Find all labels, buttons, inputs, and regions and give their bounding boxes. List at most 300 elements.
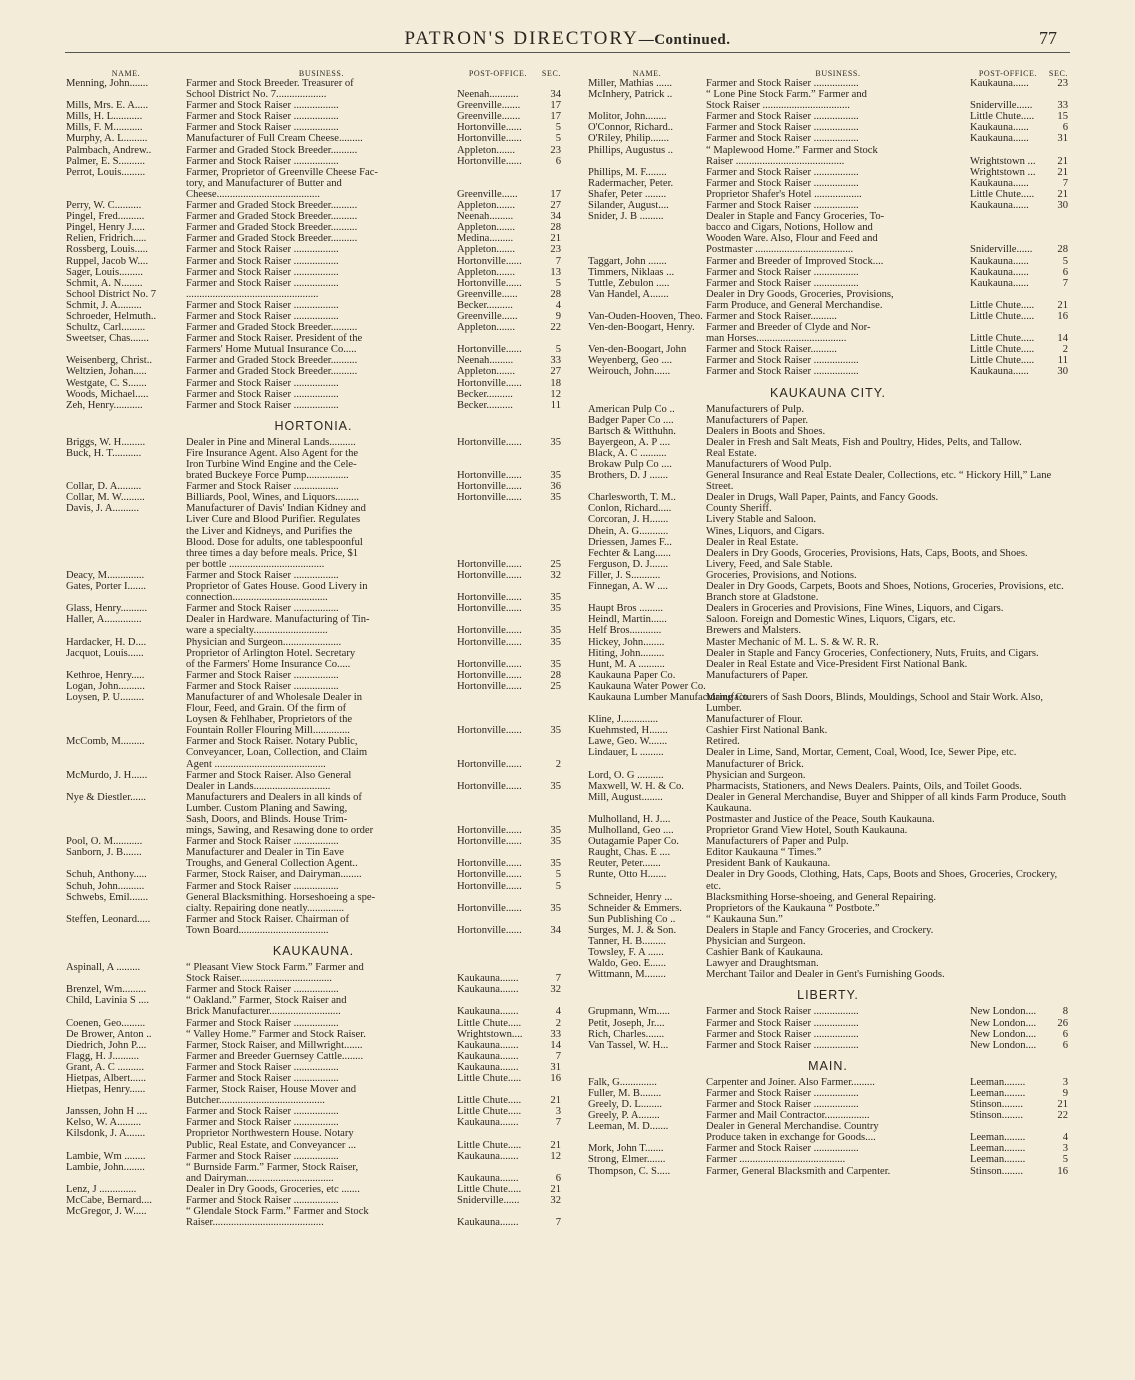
entry-section	[1046, 233, 1068, 244]
entry-business: Dealers in Groceries and Provisions, Fine Wines, Liquors, and Cigars.	[706, 603, 1004, 615]
entry-name	[66, 1006, 186, 1017]
entry-business: Farmer and Stock Raiser .................	[186, 1106, 339, 1118]
directory-entry	[588, 947, 1068, 958]
entry-post-office	[457, 692, 539, 703]
entry-section	[539, 714, 561, 725]
directory-entry	[588, 1006, 1068, 1017]
entry-post-office: Little Chute.....	[970, 355, 1035, 367]
directory-entry	[588, 914, 1068, 925]
directory-entry	[66, 481, 561, 492]
entry-section: 5	[1062, 255, 1068, 267]
directory-entry	[66, 581, 561, 592]
entry-name: Collar, M. W.........	[66, 492, 145, 504]
directory-entry	[588, 1077, 1068, 1088]
entry-section	[539, 614, 561, 625]
directory-entry	[588, 156, 1068, 167]
entry-business: Farmers' Home Mutual Insurance Co.....	[186, 344, 357, 356]
page-title: PATRON'S DIRECTORY—Continued.	[404, 28, 731, 49]
directory-entry	[66, 311, 561, 322]
entry-post-office: Little Chute.....	[970, 344, 1035, 356]
entry-name: Outagamie Paper Co.	[588, 836, 679, 848]
entry-name: Collar, D. A.........	[66, 481, 142, 493]
entry-section: 8	[1062, 1006, 1068, 1018]
entry-post-office: Hortonville......	[457, 277, 522, 289]
entry-business: Blood. Dose for adults, one tablespoonful	[186, 536, 363, 548]
entry-business: Conveyancer, Loan, Collection, and Claim	[186, 747, 368, 759]
entry-name	[66, 858, 186, 869]
directory-entry	[588, 1018, 1068, 1029]
entry-business: Farmer and Stock Raiser .................	[706, 1098, 859, 1110]
entry-name: Schneider & Emmers.	[588, 902, 682, 914]
entry-section	[539, 1128, 561, 1139]
entry-name	[66, 344, 186, 355]
entry-name	[66, 714, 186, 725]
entry-name: Fechter & Lang......	[588, 547, 671, 559]
directory-entry	[66, 111, 561, 122]
directory-entry	[66, 736, 561, 747]
entry-business: man Horses..................................	[706, 333, 847, 345]
entry-section: 34	[550, 89, 561, 101]
directory-entry	[66, 211, 561, 222]
entry-post-office: Kaukauna......	[970, 78, 1029, 89]
entry-post-office: Kaukauna......	[970, 255, 1029, 267]
entry-name: Petit, Joseph, Jr....	[588, 1017, 665, 1029]
entry-section	[539, 747, 561, 758]
section-title: KAUKAUNA.	[272, 944, 355, 959]
directory-entry	[588, 537, 1068, 548]
entry-name: Falk, G..............	[588, 1076, 657, 1088]
directory-entry	[588, 122, 1068, 133]
section-title-kaukauna-city: KAUKAUNA CITY.	[770, 385, 886, 400]
directory-entry	[588, 725, 1068, 736]
entry-business: Proprietor Grand View Hotel, South Kaukauna.	[706, 825, 908, 837]
entry-post-office: Hortonville......	[457, 470, 522, 482]
entry-post-office	[457, 548, 539, 559]
entry-post-office	[970, 222, 1046, 233]
entry-post-office	[457, 1162, 539, 1173]
entry-post-office: Stinson........	[970, 1165, 1023, 1177]
entry-name: Steffen, Leonard.....	[66, 913, 151, 925]
entry-post-office: Little Chute.....	[457, 1183, 522, 1195]
entry-section	[539, 648, 561, 659]
entry-section: 17	[550, 188, 561, 200]
entry-post-office: Little Chute.....	[970, 310, 1035, 322]
directory-entry	[588, 670, 1068, 681]
entry-name: Runte, Otto H.......	[588, 869, 667, 881]
entry-name: McInhery, Patrick ..	[588, 89, 673, 101]
entry-section: 35	[550, 780, 561, 792]
entry-business: cialty. Repairing done neatly..............	[186, 902, 345, 914]
entry-name: Lawe, Geo. W.......	[588, 736, 668, 748]
entry-section: 21	[550, 1183, 561, 1195]
entry-section	[539, 814, 561, 825]
entry-name: Murphy, A. L.........	[66, 133, 148, 145]
entry-post-office: Becker..........	[457, 299, 513, 311]
entry-post-office	[457, 459, 539, 470]
entry-business: Dealer in Pine and Mineral Lands..........	[186, 436, 356, 448]
entry-name: Tanner, H. B.........	[588, 936, 666, 948]
entry-business: Dealers in Dry Goods, Groceries, Provisions, Hats, Caps, Boots, and Shoes.	[706, 547, 1028, 559]
entry-name: Rossberg, Louis.....	[66, 244, 148, 256]
entry-section: 33	[550, 1028, 561, 1040]
entry-name	[588, 222, 706, 233]
entry-post-office	[457, 1128, 539, 1139]
entry-name: Finnegan, A. W ....	[588, 581, 668, 593]
entry-post-office: Wrightstown ...	[970, 155, 1036, 167]
entry-business: Dealer in Dry Goods, Groceries, etc .......	[186, 1183, 360, 1195]
entry-post-office: Stinson........	[970, 1110, 1023, 1122]
directory-entry	[66, 792, 561, 803]
entry-post-office: Medina.........	[457, 233, 514, 245]
entry-business: Farmer and Stock Raiser .................	[706, 355, 859, 367]
entry-post-office: Hortonville......	[457, 858, 522, 870]
entry-business: Produce taken in exchange for Goods....	[706, 1132, 876, 1144]
entry-post-office: Hortonville......	[457, 436, 522, 448]
entry-business: Farmer and Stock Raiser .................	[706, 111, 859, 123]
directory-entry	[66, 300, 561, 311]
directory-entry	[66, 548, 561, 559]
entry-section: 35	[550, 636, 561, 648]
entry-name: Diedrich, John P....	[66, 1039, 147, 1051]
directory-entry	[588, 747, 1068, 769]
entry-name: Deacy, M..............	[66, 569, 145, 581]
directory-entry	[588, 681, 1068, 692]
entry-section: 4	[1062, 1132, 1068, 1144]
directory-entry	[66, 278, 561, 289]
entry-business: Farmer and Graded Stock Breeder..........	[186, 366, 358, 378]
entry-business: Cashier Bank of Kaukauna.	[706, 947, 824, 959]
directory-entry	[66, 322, 561, 333]
directory-entry	[66, 770, 561, 781]
directory-entry	[588, 133, 1068, 144]
entry-section: 5	[555, 122, 561, 134]
entry-business: tory, and Manufacturer of Butter and	[186, 177, 342, 189]
entry-name: Woods, Michael.....	[66, 388, 149, 400]
directory-entry	[66, 1084, 561, 1095]
entry-post-office: Becker..........	[457, 388, 513, 400]
entry-business: Wines, Liquors, and Cigars.	[706, 525, 825, 537]
entry-name: Sweetser, Chas.......	[66, 333, 149, 345]
directory-entry	[588, 548, 1068, 559]
entry-section: 3	[1062, 1076, 1068, 1088]
directory-entry	[66, 78, 561, 89]
entry-section: 22	[1057, 1110, 1068, 1122]
entry-post-office: New London....	[970, 1039, 1037, 1051]
entry-section	[539, 526, 561, 537]
entry-post-office	[457, 770, 539, 781]
entry-name: Child, Lavinia S ....	[66, 995, 149, 1007]
directory-entry	[588, 570, 1068, 581]
entry-post-office: Hortonville......	[457, 869, 522, 881]
entry-name	[66, 89, 186, 100]
entry-section	[1046, 322, 1068, 333]
entry-business: Master Mechanic of M. L. S. & W. R. R.	[706, 636, 879, 648]
directory-entry	[588, 189, 1068, 200]
entry-post-office: Hortonville......	[457, 825, 522, 837]
directory-entry	[66, 503, 561, 514]
entry-post-office: Hortonville......	[457, 725, 522, 737]
entry-post-office	[457, 892, 539, 903]
entry-section: 31	[1057, 133, 1068, 145]
directory-entry	[66, 803, 561, 814]
entry-business: Retired.	[706, 736, 740, 748]
directory-entry	[588, 200, 1068, 211]
entry-business: Farmer ........................................	[706, 1154, 846, 1166]
entry-post-office: Hortonville......	[457, 902, 522, 914]
entry-name: Bartsch & Witthuhn.	[588, 425, 676, 437]
entry-business: Groceries, Provisions, and Notions.	[706, 569, 857, 581]
entry-section: 28	[550, 222, 561, 234]
entry-name: Hunt, M. A ..........	[588, 658, 665, 670]
directory-entry	[588, 167, 1068, 178]
entry-name: Dhein, A. G...........	[588, 525, 669, 537]
entry-section	[1046, 1121, 1068, 1132]
directory-entry	[66, 747, 561, 758]
entry-name: Kilsdonk, J. A.......	[66, 1128, 146, 1140]
directory-entry	[66, 1040, 561, 1051]
directory-entry	[66, 256, 561, 267]
entry-post-office: Neenah.........	[457, 211, 514, 223]
entry-section	[539, 692, 561, 703]
entry-name: Charlesworth, T. M..	[588, 492, 676, 504]
entry-name: Silander, August....	[588, 200, 669, 212]
directory-entry	[588, 614, 1068, 625]
entry-post-office	[457, 1206, 539, 1217]
entry-business: Dealers in Staple and Fancy Groceries, and Crockery.	[706, 924, 934, 936]
entry-business: Farmer and Mail Contractor.................	[706, 1110, 870, 1122]
entry-section: 7	[1062, 277, 1068, 289]
directory-entry	[588, 559, 1068, 570]
entry-name: Lord, O. G ..........	[588, 769, 664, 781]
entry-business: “ Valley Home.” Farmer and Stock Raiser.	[186, 1028, 366, 1040]
entry-name: Rich, Charles.......	[588, 1028, 665, 1040]
directory-entry	[66, 659, 561, 670]
directory-entry	[588, 1040, 1068, 1051]
entry-section: 17	[550, 111, 561, 123]
directory-entry	[588, 211, 1068, 222]
directory-entry	[66, 492, 561, 503]
directory-entry	[66, 781, 561, 792]
entry-business: bacco and Cigars, Notions, Hollow and	[706, 222, 873, 234]
entry-name: Wittmann, M........	[588, 969, 666, 981]
entry-section: 5	[555, 277, 561, 289]
entry-business: Farmer and Stock Raiser .................	[706, 200, 859, 212]
entry-section: 35	[550, 592, 561, 604]
entry-name: Greely, D. L........	[588, 1098, 663, 1110]
entry-section: 12	[550, 1150, 561, 1162]
entry-business: Farmer, General Blacksmith and Carpenter.	[706, 1165, 891, 1177]
entry-name: Timmers, Niklaas ...	[588, 266, 675, 278]
directory-entry	[66, 692, 561, 703]
entry-post-office: Appleton.......	[457, 244, 515, 256]
entry-name: Pool, O. M...........	[66, 836, 143, 848]
entry-business: Farmer and Stock Raiser .................	[186, 111, 339, 123]
entry-name	[588, 300, 706, 311]
directory-entry	[66, 681, 561, 692]
entry-post-office: Kaukauna.......	[457, 1217, 519, 1229]
directory-entry	[588, 311, 1068, 322]
entry-section: 35	[550, 658, 561, 670]
directory-entry	[66, 537, 561, 548]
entry-section	[1046, 211, 1068, 222]
entry-business: Proprietor of Gates House. Good Livery in	[186, 581, 368, 593]
entry-name: Mulholland, Geo ....	[588, 825, 674, 837]
directory-entry	[66, 648, 561, 659]
entry-name	[66, 559, 186, 570]
header-rule	[65, 52, 1070, 53]
entry-post-office	[457, 503, 539, 514]
directory-entry	[66, 858, 561, 869]
entry-name: De Brower, Anton ..	[66, 1028, 152, 1040]
directory-entry	[66, 995, 561, 1006]
entry-business: Raiser..........................................	[186, 1217, 324, 1229]
entry-post-office: Hortonville......	[457, 569, 522, 581]
entry-section: 11	[1057, 355, 1068, 367]
entry-business: Fire Insurance Agent. Also Agent for the	[186, 447, 359, 459]
kaukauna-city-entries	[588, 404, 1068, 981]
entry-section	[1046, 89, 1068, 100]
entry-name: Schroeder, Helmuth..	[66, 310, 157, 322]
entry-name: Mulholland, H. J....	[588, 814, 671, 825]
entry-name: Black, A. C ..........	[588, 447, 667, 459]
entry-business: Postmaster .....................................	[706, 244, 854, 256]
entry-section: 6	[1062, 1028, 1068, 1040]
entry-name: Filler, J. S...........	[588, 569, 661, 581]
entry-post-office: Kaukauna.......	[457, 1172, 519, 1184]
entry-section	[539, 178, 561, 189]
entry-business: Cashier First National Bank.	[706, 725, 828, 737]
directory-entry	[588, 847, 1068, 858]
entry-section: 35	[550, 470, 561, 482]
entry-business: Farmer and Stock Raiser .................	[186, 255, 339, 267]
directory-entry	[66, 1206, 561, 1217]
entry-section: 4	[555, 299, 561, 311]
directory-entry	[66, 400, 561, 411]
directory-entry	[588, 1029, 1068, 1040]
entry-name: Flagg, H. J..........	[66, 1050, 139, 1062]
entry-business: Dealer in Staple and Fancy Groceries, To-	[706, 211, 885, 223]
entry-section	[539, 803, 561, 814]
entry-name	[66, 781, 186, 792]
entry-business: Dealer in Fresh and Salt Meats, Fish and Poultry, Hides, Pelts, and Tallow.	[706, 436, 1022, 448]
entry-section: 32	[550, 569, 561, 581]
entry-name: Kline, J..............	[588, 714, 659, 726]
directory-entry	[66, 1006, 561, 1017]
entry-name: Schultz, Carl.........	[66, 322, 146, 334]
entry-business: Farmer and Stock Raiser .................	[186, 836, 339, 848]
entry-business: Dealer in Staple and Fancy Groceries, Confectionery, Nuts, Fruits, and Cigars.	[706, 647, 1039, 659]
directory-entry	[588, 581, 1068, 603]
entry-section: 34	[550, 211, 561, 223]
entry-name: Schuh, John..........	[66, 880, 145, 892]
entry-section: 6	[1062, 122, 1068, 134]
entry-post-office: New London....	[970, 1006, 1037, 1018]
entry-post-office	[457, 581, 539, 592]
entry-name	[66, 814, 186, 825]
entry-name	[588, 333, 706, 344]
continued-label: —Continued.	[638, 32, 731, 48]
entry-section	[539, 962, 561, 973]
entry-name: Buck, H. T...........	[66, 447, 142, 459]
entry-business: Farmer and Graded Stock Breeder..........	[186, 233, 358, 245]
directory-entry	[66, 1106, 561, 1117]
entry-business: Farmer and Stock Raiser .................	[186, 377, 339, 389]
entry-name: O'Riley, Philip.......	[588, 133, 669, 145]
entry-name: Grant, A. C ..........	[66, 1061, 144, 1073]
directory-entry	[66, 984, 561, 995]
entry-business: per bottle ....................................	[186, 558, 325, 570]
entry-business: General Blacksmithing. Horseshoeing a spe-	[186, 891, 376, 903]
entry-business: Farmer and Stock Raiser .................	[706, 1006, 859, 1018]
entry-name	[66, 526, 186, 537]
entry-post-office: Greenville.......	[457, 111, 521, 123]
entry-post-office	[457, 747, 539, 758]
entry-post-office: Hortonville......	[457, 492, 522, 504]
entry-business: Dealer in Real Estate and Vice-President First National Bank.	[706, 658, 968, 670]
entry-business: Dealer in Real Estate.	[706, 536, 799, 548]
entry-section: 21	[1057, 166, 1068, 178]
entry-section: 25	[550, 558, 561, 570]
entry-post-office	[457, 448, 539, 459]
entry-business: Pharmacists, Stationers, and News Dealers. Paints, Oils, and Toilet Goods.	[706, 780, 1022, 792]
entry-post-office: Kaukauna.......	[457, 1050, 519, 1062]
entry-business: Farmer and Stock Raiser .................	[186, 244, 339, 256]
entry-name: Glass, Henry..........	[66, 603, 148, 615]
entry-name: Grupmann, Wm.....	[588, 1006, 670, 1018]
entry-business: “ Glendale Stock Farm.” Farmer and Stock	[186, 1206, 369, 1218]
entry-post-office	[970, 211, 1046, 222]
entry-section: 21	[550, 233, 561, 245]
directory-entry	[588, 625, 1068, 636]
directory-entry	[66, 703, 561, 714]
entry-section	[539, 503, 561, 514]
entry-section: 2	[555, 758, 561, 770]
entry-post-office	[457, 333, 539, 344]
entry-business: Proprietor of Arlington Hotel. Secretary	[186, 647, 356, 659]
entry-name: McGregor, J. W.....	[66, 1206, 147, 1218]
entry-section: 35	[550, 836, 561, 848]
directory-entry	[66, 189, 561, 200]
entry-business: Farmer and Breeder Guernsey Cattle........	[186, 1050, 364, 1062]
directory-entry	[66, 200, 561, 211]
entry-section: 21	[1057, 299, 1068, 311]
entry-name	[66, 659, 186, 670]
entry-business: Proprietor Northwestern House. Notary	[186, 1128, 354, 1140]
entry-name: Hickey, John........	[588, 636, 665, 648]
entry-post-office: Hortonville......	[457, 344, 522, 356]
entry-name	[66, 459, 186, 470]
entry-section	[539, 703, 561, 714]
entry-section	[539, 548, 561, 559]
entry-post-office: Kaukauna.......	[457, 1061, 519, 1073]
entry-business: Farmer and Stock Raiser. Chairman of	[186, 913, 349, 925]
entry-business: Agent ..........................................	[186, 758, 326, 770]
left-column	[66, 66, 561, 1228]
directory-entry	[66, 470, 561, 481]
directory-entry	[66, 1151, 561, 1162]
entry-name: Sager, Louis.........	[66, 266, 143, 278]
entry-name: Nye & Diestler......	[66, 791, 147, 803]
directory-entry	[66, 559, 561, 570]
entry-name	[66, 592, 186, 603]
page-header	[0, 28, 1135, 58]
entry-section: 16	[550, 1072, 561, 1084]
entry-business: Physician and Surgeon.	[706, 936, 806, 948]
entry-post-office: Hortonville......	[457, 133, 522, 145]
entry-business: Farmer, Stock Raiser, House Mover and	[186, 1084, 357, 1096]
entry-name	[66, 1217, 186, 1228]
entry-name	[588, 1132, 706, 1143]
